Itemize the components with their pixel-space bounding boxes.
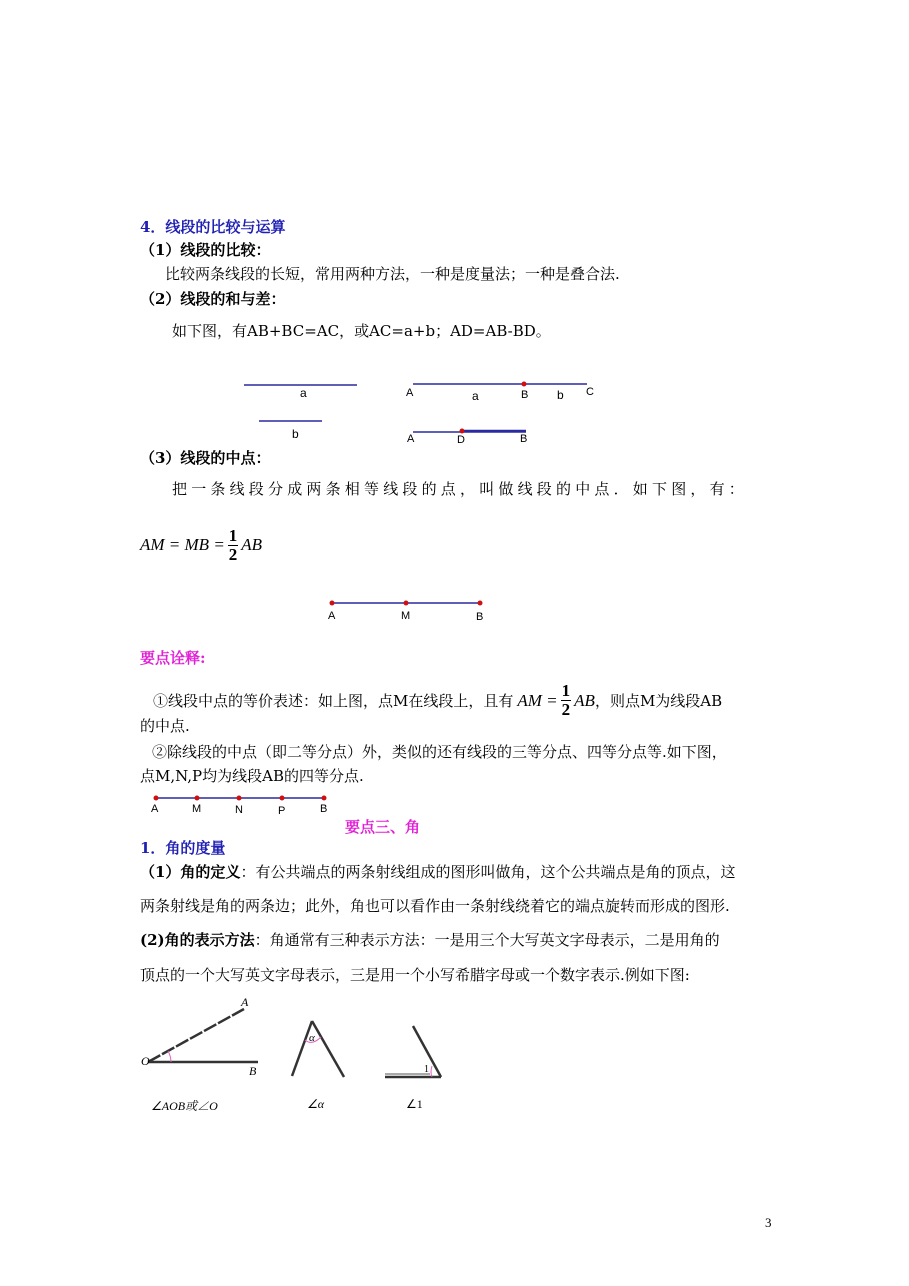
note-2-line1: ②除线段的中点（即二等分点）外，类似的还有线段的三等分点、四等分点等.如下图， bbox=[152, 743, 727, 761]
section-title-segment-compare: 4．线段的比较与运算 bbox=[140, 218, 286, 236]
angle-section-heading: 要点三、角 bbox=[345, 818, 421, 836]
subheading-comparison: （1）线段的比较： bbox=[140, 241, 271, 259]
label-A-fig1: A bbox=[406, 387, 414, 399]
notes-title: 要点诠释: bbox=[140, 649, 206, 667]
label-D-fig1: D bbox=[457, 434, 465, 446]
angle-aob bbox=[148, 1009, 258, 1062]
label-A-fig1b: A bbox=[407, 433, 415, 445]
point-p-fig3 bbox=[280, 796, 285, 801]
angle-alpha bbox=[292, 1021, 344, 1077]
note-1-pre: ①线段中点的等价表述：如上图，点M在线段上，且有 bbox=[153, 691, 514, 710]
label-B-fig3: B bbox=[320, 803, 328, 815]
page-number: 3 bbox=[765, 1215, 772, 1230]
caption-alpha: ∠α bbox=[307, 1097, 325, 1111]
note-1-denominator: 2 bbox=[561, 700, 571, 719]
label-O-angle: O bbox=[141, 1054, 150, 1068]
note-1-cont: 的中点. bbox=[140, 717, 190, 735]
point-a-fig3 bbox=[154, 796, 159, 801]
note-1 bbox=[153, 682, 722, 719]
angle-one bbox=[385, 1026, 441, 1077]
note-1-numerator: 1 bbox=[561, 681, 571, 700]
label-B-fig2: B bbox=[476, 611, 484, 623]
note-1-math-right: AB bbox=[574, 690, 595, 710]
label-A-angle: A bbox=[241, 995, 249, 1009]
subheading-sum-difference: （2）线段的和与差： bbox=[140, 290, 286, 308]
label-M-fig2: M bbox=[401, 610, 411, 622]
label-b-fig1: b bbox=[557, 388, 564, 402]
angle-representation-text: ：角通常有三种表示方法：一是用三个大写英文字母表示，二是用角的 bbox=[254, 931, 720, 949]
angle-representation bbox=[140, 930, 720, 950]
label-M-fig3: M bbox=[192, 803, 202, 815]
label-one: 1 bbox=[424, 1064, 429, 1075]
note-1-math-left: AM = bbox=[517, 690, 558, 710]
label-N-fig3: N bbox=[235, 804, 243, 816]
angle-definition-text: ：有公共端点的两条射线组成的图形叫做角，这个公共端点是角的顶点，这 bbox=[240, 863, 736, 881]
paragraph-sum-difference: 如下图，有AB+BC=AC，或AC=a+b；AD=AB-BD。 bbox=[172, 322, 551, 340]
subheading-midpoint: （3）线段的中点： bbox=[140, 449, 271, 467]
angle-representation-cont: 顶点的一个大写英文字母表示，三是用一个小写希腊字母或一个数字表示.例如下图: bbox=[140, 966, 690, 984]
point-a-fig2 bbox=[330, 601, 335, 606]
formula-right: AB bbox=[241, 535, 263, 554]
angle-measure-title: 1．角的度量 bbox=[140, 839, 226, 857]
label-A-fig3: A bbox=[151, 803, 159, 815]
caption-one: ∠1 bbox=[406, 1097, 423, 1111]
note-1-post: ，则点M为线段AB bbox=[594, 691, 723, 710]
label-B-fig1: B bbox=[521, 389, 529, 401]
label-C-fig1: C bbox=[586, 386, 594, 398]
label-B-angle: B bbox=[249, 1064, 257, 1078]
formula-denominator: 2 bbox=[228, 545, 238, 564]
formula-numerator: 1 bbox=[228, 526, 238, 545]
label-a-fig1: a bbox=[472, 389, 479, 403]
label-a-left: a bbox=[300, 386, 307, 400]
label-B-fig1b: B bbox=[520, 433, 528, 445]
label-P-fig3: P bbox=[278, 805, 286, 817]
angle-definition-cont: 两条射线是角的两条边；此外，角也可以看作由一条射线绕着它的端点旋转而形成的图形. bbox=[140, 897, 730, 915]
note-2-line2: 点M,N,P均为线段AB的四等分点. bbox=[140, 767, 364, 785]
label-alpha: α bbox=[309, 1032, 315, 1044]
point-d bbox=[460, 429, 465, 434]
point-n-fig3 bbox=[237, 796, 242, 801]
formula-left: AM = MB = bbox=[140, 535, 225, 554]
angle-definition bbox=[140, 862, 735, 882]
label-A-fig2: A bbox=[328, 610, 336, 622]
point-b-fig1 bbox=[522, 382, 527, 387]
angle-definition-label: （1）角的定义 bbox=[140, 863, 241, 881]
paragraph-midpoint: 把一条线段分成两条相等线段的点，叫做线段的中点．如下图，有： bbox=[172, 480, 749, 498]
point-m-fig2 bbox=[404, 601, 409, 606]
point-b-fig2 bbox=[478, 601, 483, 606]
label-b-left: b bbox=[292, 427, 299, 441]
point-b-fig3 bbox=[322, 796, 327, 801]
midpoint-formula bbox=[140, 527, 262, 564]
angle-representation-label: (2)角的表示方法 bbox=[140, 931, 255, 949]
point-m-fig3 bbox=[195, 796, 200, 801]
paragraph-comparison: 比较两条线段的长短，常用两种方法，一种是度量法；一种是叠合法. bbox=[165, 265, 620, 283]
caption-aob: ∠AOB或∠O bbox=[151, 1099, 218, 1113]
